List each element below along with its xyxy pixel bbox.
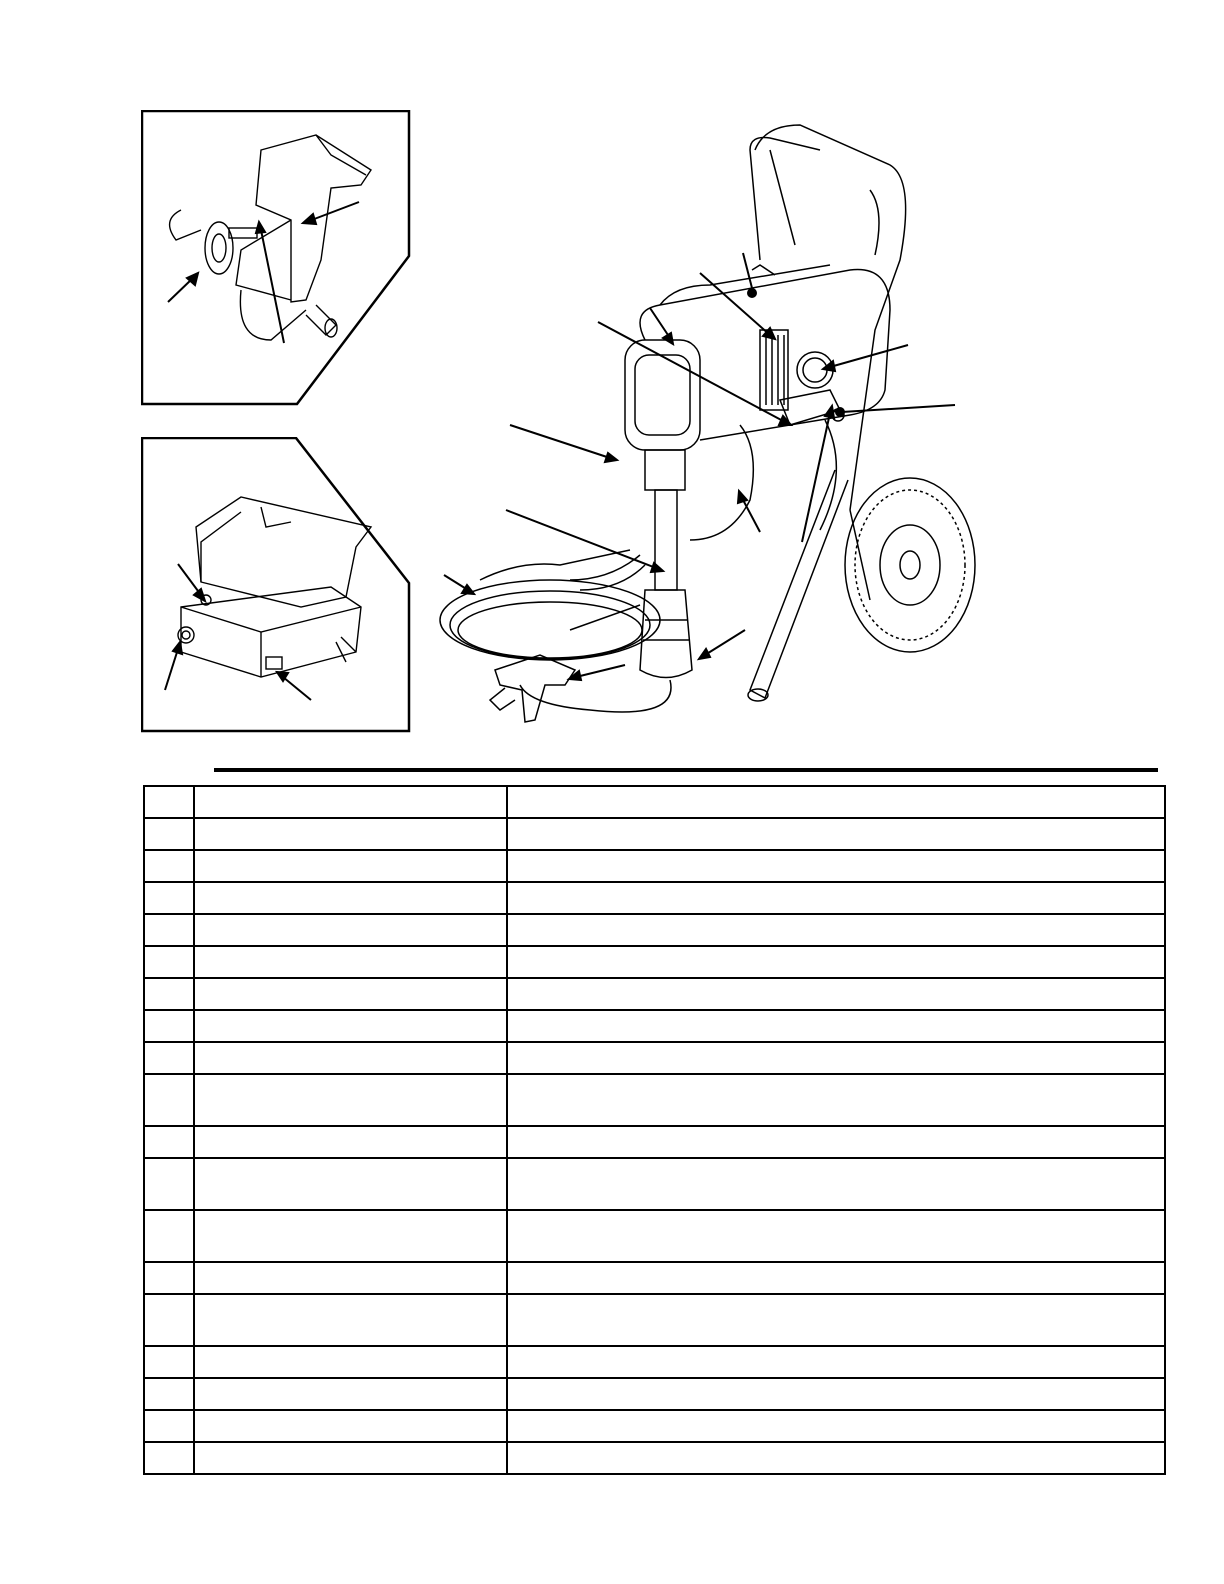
table-row — [144, 786, 1165, 818]
description-cell — [507, 1074, 1165, 1126]
item-cell — [144, 818, 194, 850]
component-cell — [194, 978, 507, 1010]
description-cell — [507, 978, 1165, 1010]
item-cell — [144, 1158, 194, 1210]
table-row — [144, 850, 1165, 882]
component-cell — [194, 786, 507, 818]
table-row — [144, 1010, 1165, 1042]
table-row — [144, 1158, 1165, 1210]
description-cell — [507, 1210, 1165, 1262]
item-cell — [144, 850, 194, 882]
spray-gun-inset — [141, 110, 411, 406]
item-cell — [144, 1074, 194, 1126]
components-table — [143, 785, 1166, 1475]
item-cell — [144, 1262, 194, 1294]
description-cell — [507, 1262, 1165, 1294]
description-cell — [507, 1010, 1165, 1042]
description-cell — [507, 818, 1165, 850]
component-cell — [194, 1074, 507, 1126]
item-cell — [144, 1210, 194, 1262]
table-row — [144, 1378, 1165, 1410]
component-cell — [194, 1294, 507, 1346]
component-cell — [194, 1410, 507, 1442]
item-cell — [144, 1442, 194, 1474]
item-cell — [144, 1010, 194, 1042]
description-cell — [507, 850, 1165, 882]
component-cell — [194, 1042, 507, 1074]
item-cell — [144, 1126, 194, 1158]
table-row — [144, 1346, 1165, 1378]
item-cell — [144, 978, 194, 1010]
table-row — [144, 946, 1165, 978]
table-row — [144, 914, 1165, 946]
item-cell — [144, 1410, 194, 1442]
description-cell — [507, 1378, 1165, 1410]
component-cell — [194, 1210, 507, 1262]
description-cell — [507, 1126, 1165, 1158]
component-cell — [194, 946, 507, 978]
control-box-inset — [141, 437, 411, 733]
component-cell — [194, 1010, 507, 1042]
description-cell — [507, 1346, 1165, 1378]
item-cell — [144, 786, 194, 818]
item-cell — [144, 882, 194, 914]
component-cell — [194, 1346, 507, 1378]
item-cell — [144, 914, 194, 946]
item-cell — [144, 946, 194, 978]
item-cell — [144, 1042, 194, 1074]
description-cell — [507, 882, 1165, 914]
description-cell — [507, 914, 1165, 946]
table-row — [144, 1410, 1165, 1442]
component-cell — [194, 914, 507, 946]
description-cell — [507, 1042, 1165, 1074]
item-cell — [144, 1346, 194, 1378]
description-cell — [507, 1158, 1165, 1210]
item-cell — [144, 1378, 194, 1410]
table-row — [144, 1126, 1165, 1158]
table-row — [144, 1210, 1165, 1262]
table-row — [144, 1294, 1165, 1346]
section-rule — [214, 768, 1158, 772]
table-row — [144, 1074, 1165, 1126]
table-row — [144, 978, 1165, 1010]
description-cell — [507, 1410, 1165, 1442]
description-cell — [507, 1294, 1165, 1346]
component-cell — [194, 1262, 507, 1294]
component-cell — [194, 850, 507, 882]
description-cell — [507, 946, 1165, 978]
table-row — [144, 882, 1165, 914]
table-row — [144, 1442, 1165, 1474]
table-row — [144, 818, 1165, 850]
table-body — [144, 786, 1165, 1474]
item-cell — [144, 1294, 194, 1346]
component-cell — [194, 1158, 507, 1210]
sprayer-illustration — [430, 110, 990, 735]
component-cell — [194, 882, 507, 914]
component-cell — [194, 1378, 507, 1410]
table-row — [144, 1262, 1165, 1294]
table-row — [144, 1042, 1165, 1074]
description-cell — [507, 786, 1165, 818]
component-cell — [194, 1126, 507, 1158]
component-cell — [194, 1442, 507, 1474]
description-cell — [507, 1442, 1165, 1474]
component-cell — [194, 818, 507, 850]
